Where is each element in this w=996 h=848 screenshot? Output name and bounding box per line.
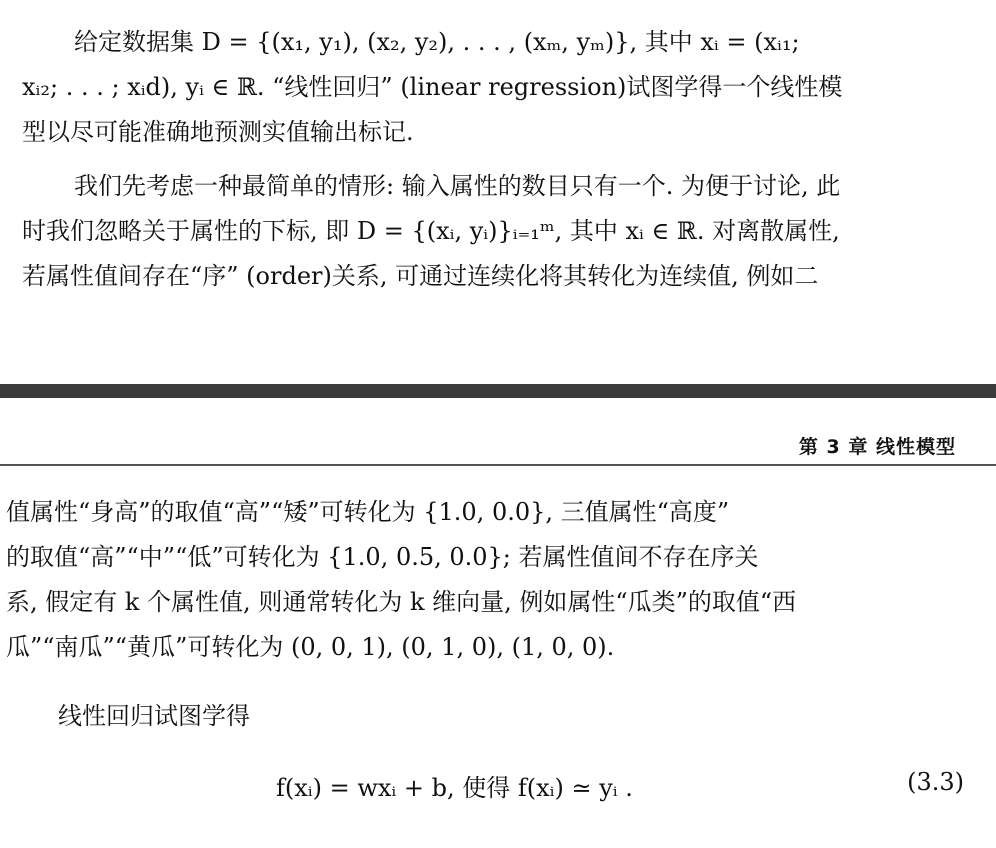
equation-body: f(xᵢ) = wxᵢ + b, 使得 f(xᵢ) ≃ yᵢ . xyxy=(276,774,633,802)
header-rule xyxy=(0,464,996,466)
bottom-paragraph-2 xyxy=(6,694,968,739)
bottom-p1-line-2: 的取值“高”“中”“低”可转化为 {1.0, 0.5, 0.0}; 若属性值间不存在序关 xyxy=(6,543,759,571)
bottom-p1-line-4: 瓜”“南瓜”“黄瓜”可转化为 (0, 0, 1), (0, 1, 0), (1, 0, 0). xyxy=(6,633,615,661)
equation-3-3 xyxy=(0,768,996,818)
top-p2-line-2: 时我们忽略关于属性的下标, 即 D = {(xᵢ, yᵢ)}ᵢ₌₁ᵐ, 其中 xᵢ ∈ ℝ. 对离散属性, xyxy=(22,217,840,245)
top-paragraph-1 xyxy=(22,20,972,155)
bottom-p1-line-1: 值属性“身高”的取值“高”“矮”可转化为 {1.0, 0.0}, 三值属性“高度” xyxy=(6,498,730,526)
top-p1-line-1: 给定数据集 D = {(x₁, y₁), (x₂, y₂), . . . , (xₘ, yₘ)}, 其中 xᵢ = (xᵢ₁; xyxy=(74,28,800,56)
equation-number: (3.3) xyxy=(907,768,964,796)
page-divider-bar xyxy=(0,384,996,398)
top-p2-line-1: 我们先考虑一种最简单的情形: 输入属性的数目只有一个. 为便于讨论, 此 xyxy=(74,172,841,200)
top-p1-line-3: 型以尽可能准确地预测实值输出标记. xyxy=(22,118,414,146)
bottom-p2-line-1: 线性回归试图学得 xyxy=(58,702,250,730)
bottom-page-fragment xyxy=(0,398,996,848)
bottom-paragraph-1 xyxy=(6,490,968,670)
bottom-p1-line-3: 系, 假定有 k 个属性值, 则通常转化为 k 维向量, 例如属性“瓜类”的取值“西 xyxy=(6,588,797,616)
running-header: 第 3 章 线性模型 xyxy=(798,436,956,458)
top-page-fragment xyxy=(0,0,996,380)
top-paragraph-2 xyxy=(22,164,972,299)
top-p1-line-2: xᵢ₂; . . . ; xᵢd), yᵢ ∈ ℝ. “线性回归” (linear regression)试图学得一个线性模 xyxy=(22,73,843,101)
top-p2-line-3: 若属性值间存在“序” (order)关系, 可通过连续化将其转化为连续值, 例如二 xyxy=(22,262,819,290)
